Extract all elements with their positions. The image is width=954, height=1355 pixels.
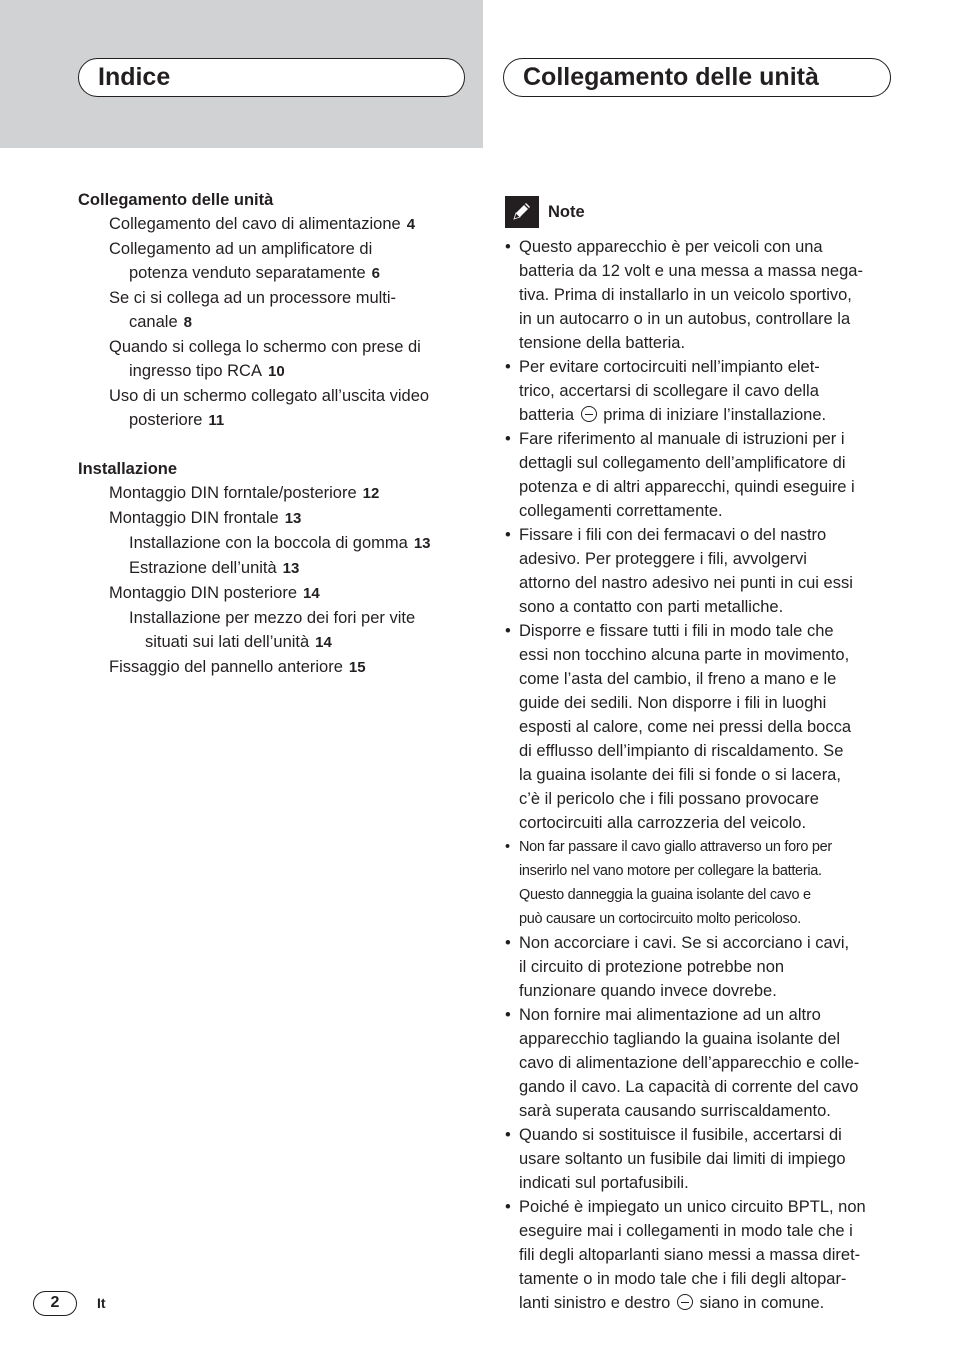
toc-page-number: 8 [183,314,192,331]
toc-page-number: 13 [413,535,431,552]
toc-subitem-continued[interactable]: situati sui lati dell’unità 14 [145,633,332,651]
toc-page-number: 13 [282,560,300,577]
note-bullet: • Quando si sostituisce il fusibile, accertarsi di usare soltanto un fusibile dai limiti di impiego indicati sul portafusibili. [505,1123,893,1195]
toc-page-number: 10 [267,363,285,380]
note-bullet: • Non accorciare i cavi. Se si accorciano i cavi, il circuito di protezione potrebbe non funzionare quando invece dovrebe. [505,931,893,1003]
section-title-collegamento: Collegamento delle unità [503,58,891,97]
note-bullet: • Fare riferimento al manuale di istruzioni per i dettagli sul collegamento dell’amplificatore di potenza e di altri apparecchi, quindi eseguire i collegamenti correttamente. [505,427,893,523]
page-number-badge: 2 [33,1291,77,1316]
toc-item[interactable]: Se ci si collega ad un processore multi- [109,289,397,307]
toc-subitem[interactable]: Estrazione dell’unità 13 [129,559,300,577]
toc-heading-installazione: Installazione [78,460,178,478]
note-label: Note [548,202,585,221]
language-code: It [97,1295,106,1311]
toc-item-continued[interactable]: posteriore 11 [129,411,225,429]
pencil-icon [505,196,539,228]
toc-item[interactable]: Collegamento ad un amplificatore di [109,240,373,258]
note-bullet: • Questo apparecchio è per veicoli con una batteria da 12 volt e una messa a massa nega- tiva. Prima di installarlo in un veicolo sportivo, in un autocarro o in un autobus, controllare la tensione della batteria. [505,235,893,355]
note-bullet: • Non far passare il cavo giallo attraverso un foro per inserirlo nel vano motore per collegare la batteria. Questo danneggia la guaina isolante del cavo e può causare un cortocircuito molto pericoloso. [505,835,893,931]
toc-spacer [78,433,473,457]
toc-page-number: 11 [208,412,225,429]
toc-heading-collegamento: Collegamento delle unità [78,191,274,209]
toc-item[interactable]: Uso di un schermo collegato all’uscita video [109,387,430,405]
toc-item-continued[interactable]: ingresso tipo RCA 10 [129,362,285,380]
note-header [505,196,585,228]
toc-subitem[interactable]: Installazione per mezzo dei fori per vite [129,609,416,627]
negative-terminal-icon [581,406,597,422]
negative-terminal-icon [677,1294,693,1310]
note-bullet: • Disporre e fissare tutti i fili in modo tale che essi non tocchino alcuna parte in movimento, come l’asta del cambio, il freno a mano e le guide dei sedili. Non disporre i fili in luoghi esposti al calore, come nei pressi della bocca di efflusso dell’impianto di riscaldamento. Se la guaina isolante dei fili si fonde o si lacera, c’è il pericolo che i fili possano provocare cortocircuiti alla carrozzeria del veicolo. [505,619,893,835]
toc-item[interactable]: Montaggio DIN posteriore 14 [109,584,320,602]
note-bullet: • Per evitare cortocircuiti nell’impianto elet- trico, accertarsi di scollegare il cavo della batteria prima di iniziare l’installazione. [505,355,893,427]
section-title-indice: Indice [78,58,465,97]
toc-page-number: 6 [371,265,381,282]
toc-page-number: 12 [362,485,380,502]
note-bullet: • Poiché è impiegato un unico circuito BPTL, non eseguire mai i collegamenti in modo tale che i fili degli altoparlanti siano messi a massa diret- tamente o in modo tale che i fili degli altopar- lanti sinistro e destro siano in comune. [505,1195,893,1315]
toc-page-number: 14 [303,585,320,602]
toc-page-number: 15 [348,659,366,676]
note-list [505,235,893,1315]
toc-item[interactable]: Montaggio DIN forntale/posteriore 12 [109,484,380,502]
toc-page-number: 4 [406,216,416,233]
table-of-contents [78,188,473,680]
toc-item[interactable]: Fissaggio del pannello anteriore 15 [109,658,366,676]
toc-item[interactable]: Montaggio DIN frontale 13 [109,509,302,527]
toc-item[interactable]: Collegamento del cavo di alimentazione 4 [109,215,416,233]
note-bullet: • Non fornire mai alimentazione ad un altro apparecchio tagliando la guaina isolante del cavo di alimentazione dell’apparecchio e colle- gando il cavo. La capacità di corrente del cavo sarà superata causando surriscaldamento. [505,1003,893,1123]
toc-item[interactable]: Quando si collega lo schermo con prese di [109,338,421,356]
toc-item-continued[interactable]: potenza venduto separatamente 6 [129,264,381,282]
toc-page-number: 14 [315,634,332,651]
toc-item-continued[interactable]: canale 8 [129,313,192,331]
toc-subitem[interactable]: Installazione con la boccola di gomma 13 [129,534,431,552]
note-bullet: • Fissare i fili con dei fermacavi o del nastro adesivo. Per proteggere i fili, avvolgervi attorno del nastro adesivo nei punti in cui essi sono a contatto con parti metalliche. [505,523,893,619]
toc-page-number: 13 [284,510,302,527]
